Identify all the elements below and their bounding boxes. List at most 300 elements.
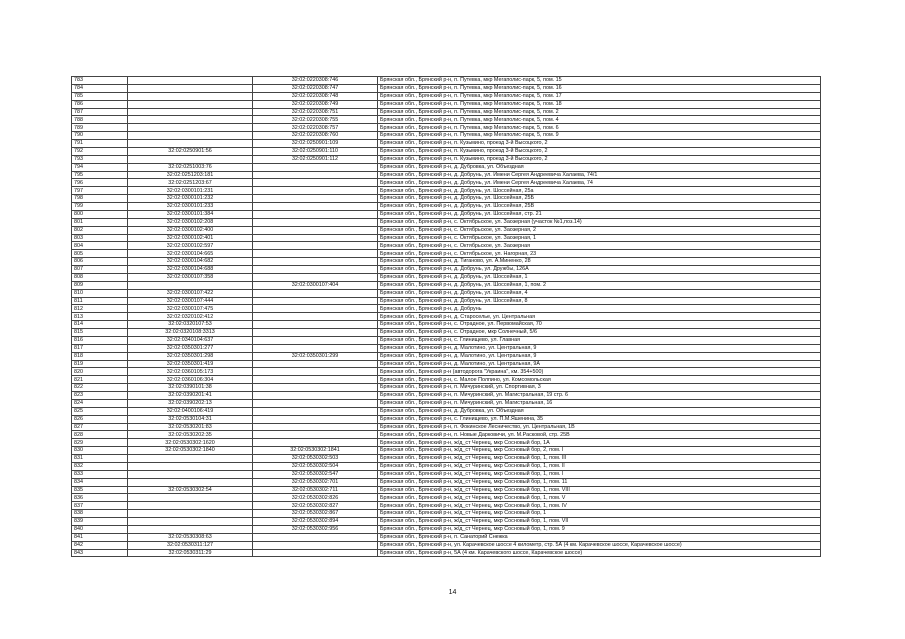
premises-number-cell: [253, 376, 378, 384]
premises-number-cell: [253, 258, 378, 266]
premises-number-cell: [253, 289, 378, 297]
row-number-cell: 811: [72, 297, 128, 305]
premises-number-cell: [253, 203, 378, 211]
premises-number-cell: [253, 266, 378, 274]
table-row: [72, 163, 821, 171]
address-cell: Брянская обл., Брянский р-н, с. Глинищево, ул. Главная: [378, 336, 821, 344]
address-cell: Брянская обл., Брянский р-н, п. Путевка, мкр Мегаполис-парк, 5, пом. 18: [378, 100, 821, 108]
premises-number-cell: [253, 313, 378, 321]
row-number-cell: 832: [72, 462, 128, 470]
row-number-cell: 828: [72, 431, 128, 439]
address-cell: Брянская обл., Брянский р-н, д. Староселье, ул. Центральная: [378, 313, 821, 321]
cadastral-number-cell: 32:02:0300107:358: [128, 273, 253, 281]
address-cell: Брянская обл., Брянский р-н, д. Добрунь: [378, 305, 821, 313]
cadastral-number-cell: [128, 525, 253, 533]
row-number-cell: 791: [72, 140, 128, 148]
premises-number-cell: [253, 407, 378, 415]
cadastral-table: [71, 76, 821, 557]
table-row: [72, 187, 821, 195]
cadastral-number-cell: [128, 462, 253, 470]
address-cell: Брянская обл., Брянский р-н, ж/д_ст Чернец, мкр Сосновый бор, 1, пом. VII: [378, 518, 821, 526]
address-cell: Брянская обл., Брянский р-н, с. Октябрьское, ул. Нагорная, 23: [378, 250, 821, 258]
address-cell: Брянская обл., Брянский р-н, с. Отрадное, ул. Первомайская, 70: [378, 321, 821, 329]
address-cell: Брянская обл., Брянский р-н, с. Октябрьское, ул. Заозерная, 1: [378, 234, 821, 242]
cadastral-number-cell: [128, 155, 253, 163]
row-number-cell: 804: [72, 242, 128, 250]
premises-number-cell: 32:02:0250901:110: [253, 147, 378, 155]
table-row: [72, 289, 821, 297]
table-row: [72, 399, 821, 407]
page-number: 14: [448, 589, 457, 596]
premises-number-cell: [253, 415, 378, 423]
cadastral-number-cell: 32:02:0251203:181: [128, 171, 253, 179]
premises-number-cell: 32:02:0530302:711: [253, 486, 378, 494]
table-row: [72, 415, 821, 423]
row-number-cell: 801: [72, 218, 128, 226]
address-cell: Брянская обл., Брянский р-н, п. Кузьмино, проезд 3-й Высоцкого, 2: [378, 140, 821, 148]
row-number-cell: 831: [72, 455, 128, 463]
address-cell: Брянская обл., Брянский р-н, п. Мичуринский, ул. Магистральная, 19 стр. 6: [378, 392, 821, 400]
address-cell: Брянская обл., Брянский р-н, п. Путевка, мкр Мегаполис-парк, 5, пом. 9: [378, 132, 821, 140]
cadastral-number-cell: [128, 140, 253, 148]
premises-number-cell: [253, 392, 378, 400]
premises-number-cell: 32:02:0530302:867: [253, 510, 378, 518]
address-cell: Брянская обл., Брянский р-н, п. Путевка, мкр Мегаполис-парк, 5, пом. 4: [378, 116, 821, 124]
table-row: [72, 155, 821, 163]
address-cell: Брянская обл., Брянский р-н, 5А (4 км. Карачевского шоссе, Карачевское шоссе): [378, 549, 821, 557]
cadastral-number-cell: 32:02:0530308:63: [128, 533, 253, 541]
premises-number-cell: [253, 329, 378, 337]
premises-number-cell: 32:02:0220308:748: [253, 92, 378, 100]
table-row: [72, 533, 821, 541]
row-number-cell: 795: [72, 171, 128, 179]
premises-number-cell: 32:02:0530302:826: [253, 494, 378, 502]
premises-number-cell: [253, 321, 378, 329]
table-row: [72, 132, 821, 140]
cadastral-number-cell: 32:02:0340104:637: [128, 336, 253, 344]
table-row: [72, 100, 821, 108]
premises-number-cell: [253, 226, 378, 234]
address-cell: Брянская обл., Брянский р-н, д. Добрунь, ул. Шоссейная, 8: [378, 297, 821, 305]
table-row: [72, 210, 821, 218]
cadastral-number-cell: 32:02:0300107:422: [128, 289, 253, 297]
cadastral-number-cell: [128, 108, 253, 116]
table-row: [72, 140, 821, 148]
table-row: [72, 329, 821, 337]
row-number-cell: 838: [72, 510, 128, 518]
table-row: [72, 336, 821, 344]
premises-number-cell: [253, 399, 378, 407]
premises-number-cell: 32:02:0250901:112: [253, 155, 378, 163]
table-row: [72, 171, 821, 179]
address-cell: Брянская обл., Брянский р-н, д. Малотино, ул. Центральная, 9: [378, 344, 821, 352]
cadastral-number-cell: 32:02:0300102:208: [128, 218, 253, 226]
cadastral-number-cell: [128, 455, 253, 463]
row-number-cell: 797: [72, 187, 128, 195]
premises-number-cell: [253, 163, 378, 171]
cadastral-number-cell: 32:02:0320107:53: [128, 321, 253, 329]
row-number-cell: 789: [72, 124, 128, 132]
cadastral-number-cell: [128, 470, 253, 478]
row-number-cell: 787: [72, 108, 128, 116]
table-row: [72, 281, 821, 289]
premises-number-cell: [253, 187, 378, 195]
row-number-cell: 784: [72, 84, 128, 92]
row-number-cell: 833: [72, 470, 128, 478]
cadastral-number-cell: [128, 281, 253, 289]
address-cell: Брянская обл., Брянский р-н, с. Октябрьское, ул. Заозерная: [378, 242, 821, 250]
row-number-cell: 808: [72, 273, 128, 281]
table-row: [72, 234, 821, 242]
cadastral-number-cell: 32:02:0390101:38: [128, 384, 253, 392]
table-row: [72, 455, 821, 463]
table-row: [72, 92, 821, 100]
address-cell: Брянская обл., Брянский р-н, д. Добрунь, ул. Шоссейная, 25Б: [378, 195, 821, 203]
premises-number-cell: [253, 368, 378, 376]
table-row: [72, 541, 821, 549]
premises-number-cell: [253, 171, 378, 179]
address-cell: Брянская обл., Брянский р-н, ж/д_ст Чернец, мкр Сосновый бор, 2, пом. I: [378, 447, 821, 455]
address-cell: Брянская обл., Брянский р-н, п. Мичуринский, ул. Спортивная, 3: [378, 384, 821, 392]
row-number-cell: 837: [72, 502, 128, 510]
table-row: [72, 242, 821, 250]
address-cell: Брянская обл., Брянский р-н, д. Добрунь, ул. Имени Сергея Андреевича Халаева, 74: [378, 179, 821, 187]
row-number-cell: 836: [72, 494, 128, 502]
address-cell: Брянская обл., Брянский р-н, п. Санаторий Снежка: [378, 533, 821, 541]
row-number-cell: 800: [72, 210, 128, 218]
address-cell: Брянская обл., Брянский р-н, д. Добрунь, ул. Дружбы, 126А: [378, 266, 821, 274]
premises-number-cell: 32:02:0220308:749: [253, 100, 378, 108]
cadastral-number-cell: 32:02:0320102:412: [128, 313, 253, 321]
address-cell: Брянская обл., Брянский р-н, п. Новые Дарковичи, ул. М.Расковой, стр. 25В: [378, 431, 821, 439]
table-row: [72, 462, 821, 470]
premises-number-cell: [253, 297, 378, 305]
row-number-cell: 819: [72, 360, 128, 368]
cadastral-number-cell: [128, 132, 253, 140]
premises-number-cell: [253, 336, 378, 344]
row-number-cell: 820: [72, 368, 128, 376]
row-number-cell: 813: [72, 313, 128, 321]
premises-number-cell: [253, 360, 378, 368]
table-row: [72, 376, 821, 384]
cadastral-number-cell: 32:02:0300102:401: [128, 234, 253, 242]
row-number-cell: 829: [72, 439, 128, 447]
address-cell: Брянская обл., Брянский р-н, п. Путевка, мкр Мегаполис-парк, 5, пом. 2: [378, 108, 821, 116]
address-cell: Брянская обл., Брянский р-н, п. Путевка, мкр Мегаполис-парк, 5, пом. 15: [378, 77, 821, 85]
address-cell: Брянская обл., Брянский р-н, п. Путевка, мкр Мегаполис-парк, 5, пом. 6: [378, 124, 821, 132]
row-number-cell: 807: [72, 266, 128, 274]
premises-number-cell: [253, 305, 378, 313]
cadastral-number-cell: 32:02:0300107:475: [128, 305, 253, 313]
premises-number-cell: 32:02:0530302:956: [253, 525, 378, 533]
cadastral-number-cell: 32:02:0530302:1620: [128, 439, 253, 447]
table-row: [72, 518, 821, 526]
table-row: [72, 510, 821, 518]
table-row: [72, 423, 821, 431]
row-number-cell: 812: [72, 305, 128, 313]
row-number-cell: 793: [72, 155, 128, 163]
row-number-cell: 841: [72, 533, 128, 541]
row-number-cell: 816: [72, 336, 128, 344]
row-number-cell: 799: [72, 203, 128, 211]
table-row: [72, 549, 821, 557]
premises-number-cell: [253, 234, 378, 242]
cadastral-number-cell: 32:02:0250901:56: [128, 147, 253, 155]
address-cell: Брянская обл., Брянский р-н, п. Путевка, мкр Мегаполис-парк, 5, пом. 16: [378, 84, 821, 92]
address-cell: Брянская обл., Брянский р-н, п. Путевка, мкр Мегаполис-парк, 5, пом. 17: [378, 92, 821, 100]
cadastral-number-cell: [128, 77, 253, 85]
table-row: [72, 384, 821, 392]
table-row: [72, 392, 821, 400]
row-number-cell: 821: [72, 376, 128, 384]
address-cell: Брянская обл., Брянский р-н, с. Глинищево, ул. П.М.Яшенина, 35: [378, 415, 821, 423]
table-row: [72, 226, 821, 234]
address-cell: Брянская обл., Брянский р-н, ул. Карачевское шоссе 4 километр, стр. 5А (4 км. Карачевское шоссе, Карачевское шоссе): [378, 541, 821, 549]
premises-number-cell: [253, 210, 378, 218]
address-cell: Брянская обл., Брянский р-н, д. Тиганово, ул. А.Миненко, 28: [378, 258, 821, 266]
premises-number-cell: [253, 423, 378, 431]
cadastral-number-cell: 32:02:0300101:232: [128, 195, 253, 203]
table-row: [72, 502, 821, 510]
premises-number-cell: 32:02:0220308:757: [253, 124, 378, 132]
address-cell: Брянская обл., Брянский р-н, д. Дубровка, ул. Объездная: [378, 407, 821, 415]
address-cell: Брянская обл., Брянский р-н, д. Малотино, ул. Центральная, 9А: [378, 360, 821, 368]
table-row: [72, 108, 821, 116]
cadastral-number-cell: 32:02:0300102:400: [128, 226, 253, 234]
address-cell: Брянская обл., Брянский р-н, д. Добрунь, ул. Шоссейная, стр. 21: [378, 210, 821, 218]
premises-number-cell: [253, 439, 378, 447]
address-cell: Брянская обл., Брянский р-н, д. Добрунь, ул. Шоссейная, 1: [378, 273, 821, 281]
cadastral-number-cell: 32:02:0360106:304: [128, 376, 253, 384]
row-number-cell: 794: [72, 163, 128, 171]
premises-number-cell: [253, 533, 378, 541]
premises-number-cell: 32:02:0220308:760: [253, 132, 378, 140]
premises-number-cell: 32:02:0530302:827: [253, 502, 378, 510]
row-number-cell: 798: [72, 195, 128, 203]
row-number-cell: 834: [72, 478, 128, 486]
cadastral-number-cell: 32:02:0530201:83: [128, 423, 253, 431]
cadastral-number-cell: 32:02:0530311:29: [128, 549, 253, 557]
address-cell: Брянская обл., Брянский р-н, д. Дубровка, ул. Объездная: [378, 163, 821, 171]
table-row: [72, 305, 821, 313]
cadastral-number-cell: 32:02:0350301:277: [128, 344, 253, 352]
cadastral-number-cell: 32:02:0300107:444: [128, 297, 253, 305]
table-row: [72, 77, 821, 85]
cadastral-number-cell: 32:02:0400106:419: [128, 407, 253, 415]
table-row: [72, 147, 821, 155]
address-cell: Брянская обл., Брянский р-н, ж/д_ст Чернец, мкр Сосновый бор, 1, пом. I: [378, 470, 821, 478]
premises-number-cell: 32:02:0300107:404: [253, 281, 378, 289]
table-row: [72, 352, 821, 360]
cadastral-number-cell: 32:02:0251203:67: [128, 179, 253, 187]
row-number-cell: 815: [72, 329, 128, 337]
cadastral-number-cell: [128, 84, 253, 92]
address-cell: Брянская обл., Брянский р-н, ж/д_ст Чернец, мкр Сосновый бор, 1: [378, 510, 821, 518]
premises-number-cell: 32:02:0220308:746: [253, 77, 378, 85]
row-number-cell: 826: [72, 415, 128, 423]
cadastral-number-cell: 32:02:0350301:298: [128, 352, 253, 360]
address-cell: Брянская обл., Брянский р-н, ж/д_ст Чернец, мкр Сосновый бор, 1, пом. III: [378, 455, 821, 463]
address-cell: Брянская обл., Брянский р-н, п. Мичуринский, ул. Магистральная, 16: [378, 399, 821, 407]
premises-number-cell: [253, 218, 378, 226]
row-number-cell: 824: [72, 399, 128, 407]
table-row: [72, 218, 821, 226]
cadastral-number-cell: 32:02:0300101:231: [128, 187, 253, 195]
address-cell: Брянская обл., Брянский р-н, с. Малое Полпино, ул. Комсомольская: [378, 376, 821, 384]
table-row: [72, 494, 821, 502]
address-cell: Брянская обл., Брянский р-н, ж/д_ст Чернец, мкр Сосновый бор, 1, пом. II: [378, 462, 821, 470]
premises-number-cell: 32:02:0530302:894: [253, 518, 378, 526]
row-number-cell: 839: [72, 518, 128, 526]
row-number-cell: 802: [72, 226, 128, 234]
address-cell: Брянская обл., Брянский р-н, ж/д_ст Чернец, мкр Сосновый бор, 1А: [378, 439, 821, 447]
row-number-cell: 805: [72, 250, 128, 258]
premises-number-cell: [253, 179, 378, 187]
table-row: [72, 368, 821, 376]
cadastral-number-cell: 32:02:0300101:233: [128, 203, 253, 211]
address-cell: Брянская обл., Брянский р-н, с. Октябрьское, ул. Заозерная, 2: [378, 226, 821, 234]
row-number-cell: 792: [72, 147, 128, 155]
row-number-cell: 827: [72, 423, 128, 431]
row-number-cell: 830: [72, 447, 128, 455]
row-number-cell: 790: [72, 132, 128, 140]
premises-number-cell: [253, 344, 378, 352]
premises-number-cell: [253, 549, 378, 557]
cadastral-number-cell: [128, 116, 253, 124]
premises-number-cell: 32:02:0530302:503: [253, 455, 378, 463]
address-cell: Брянская обл., Брянский р-н, с. Отрадное, мкр Солнечный, 5/6: [378, 329, 821, 337]
premises-number-cell: 32:02:0250901:109: [253, 140, 378, 148]
premises-number-cell: 32:02:0530302:701: [253, 478, 378, 486]
premises-number-cell: 32:02:0220308:747: [253, 84, 378, 92]
table-row: [72, 258, 821, 266]
table-row: [72, 360, 821, 368]
table-row: [72, 478, 821, 486]
premises-number-cell: [253, 250, 378, 258]
table-row: [72, 321, 821, 329]
address-cell: Брянская обл., Брянский р-н, с. Октябрьское, ул. Заозерная (участок №1,поз.14): [378, 218, 821, 226]
premises-number-cell: [253, 195, 378, 203]
cadastral-number-cell: 32:02:0530311:127: [128, 541, 253, 549]
table-row: [72, 439, 821, 447]
row-number-cell: 810: [72, 289, 128, 297]
premises-number-cell: [253, 273, 378, 281]
row-number-cell: 840: [72, 525, 128, 533]
row-number-cell: 843: [72, 549, 128, 557]
address-cell: Брянская обл., Брянский р-н, д. Малотино, ул. Центральная, 9: [378, 352, 821, 360]
premises-number-cell: [253, 431, 378, 439]
row-number-cell: 825: [72, 407, 128, 415]
cadastral-number-cell: [128, 510, 253, 518]
row-number-cell: 785: [72, 92, 128, 100]
address-cell: Брянская обл., Брянский р-н, ж/д_ст Чернец, мкр Сосновый бор, 1, пом. 9: [378, 525, 821, 533]
address-cell: Брянская обл., Брянский р-н, ж/д_ст Чернец, мкр Сосновый бор, 1, пом. IV: [378, 502, 821, 510]
cadastral-number-cell: 32:02:0320108:3313: [128, 329, 253, 337]
premises-number-cell: [253, 242, 378, 250]
row-number-cell: 796: [72, 179, 128, 187]
table-row: [72, 470, 821, 478]
cadastral-number-cell: 32:02:0530302:1840: [128, 447, 253, 455]
premises-number-cell: 32:02:0530302:1841: [253, 447, 378, 455]
premises-number-cell: 32:02:0530302:547: [253, 470, 378, 478]
address-cell: Брянская обл., Брянский р-н, ж/д_ст Чернец, мкр Сосновый бор, 1, пом. VIII: [378, 486, 821, 494]
address-cell: Брянская обл., Брянский р-н, ж/д_ст Чернец, мкр Сосновый бор, 1, пом. 11: [378, 478, 821, 486]
row-number-cell: 835: [72, 486, 128, 494]
cadastral-number-cell: 32:02:0300102:597: [128, 242, 253, 250]
table-row: [72, 431, 821, 439]
cadastral-number-cell: 32:02:0390201:41: [128, 392, 253, 400]
row-number-cell: 823: [72, 392, 128, 400]
row-number-cell: 822: [72, 384, 128, 392]
cadastral-number-cell: 32:02:0530104:31: [128, 415, 253, 423]
table-row: [72, 407, 821, 415]
row-number-cell: 842: [72, 541, 128, 549]
table-row: [72, 525, 821, 533]
cadastral-number-cell: 32:02:0300104:665: [128, 250, 253, 258]
address-cell: Брянская обл., Брянский р-н (автодорога "Украина", км. 354+500): [378, 368, 821, 376]
cadastral-number-cell: 32:02:0530302:54: [128, 486, 253, 494]
table-row: [72, 344, 821, 352]
cadastral-number-cell: 32:02:0390202:13: [128, 399, 253, 407]
cadastral-number-cell: [128, 518, 253, 526]
address-cell: Брянская обл., Брянский р-н, д. Добрунь, ул. Шоссейная, 4: [378, 289, 821, 297]
table-row: [72, 203, 821, 211]
table-row: [72, 273, 821, 281]
row-number-cell: 788: [72, 116, 128, 124]
table-row: [72, 266, 821, 274]
cadastral-number-cell: [128, 124, 253, 132]
premises-number-cell: [253, 541, 378, 549]
address-cell: Брянская обл., Брянский р-н, п. Фокинское Лесничество, ул. Центральная, 1В: [378, 423, 821, 431]
table-row: [72, 250, 821, 258]
cadastral-number-cell: [128, 502, 253, 510]
table-row: [72, 297, 821, 305]
cadastral-number-cell: 32:02:0300101:384: [128, 210, 253, 218]
table-row: [72, 486, 821, 494]
table-row: [72, 124, 821, 132]
row-number-cell: 783: [72, 77, 128, 85]
cadastral-number-cell: 32:02:0300104:688: [128, 266, 253, 274]
premises-number-cell: [253, 384, 378, 392]
cadastral-number-cell: [128, 100, 253, 108]
cadastral-number-cell: 32:02:0530202:35: [128, 431, 253, 439]
premises-number-cell: 32:02:0220308:751: [253, 108, 378, 116]
premises-number-cell: 32:02:0350301:299: [253, 352, 378, 360]
cadastral-number-cell: 32:02:0300104:682: [128, 258, 253, 266]
row-number-cell: 806: [72, 258, 128, 266]
cadastral-number-cell: 32:02:0350301:419: [128, 360, 253, 368]
address-cell: Брянская обл., Брянский р-н, д. Добрунь, ул. Шоссейная, 1, пом. 2: [378, 281, 821, 289]
address-cell: Брянская обл., Брянский р-н, ж/д_ст Чернец, мкр Сосновый бор, 1, пом. V: [378, 494, 821, 502]
premises-number-cell: 32:02:0220308:755: [253, 116, 378, 124]
row-number-cell: 809: [72, 281, 128, 289]
row-number-cell: 818: [72, 352, 128, 360]
table-row: [72, 447, 821, 455]
cadastral-number-cell: 32:02:0251003:76: [128, 163, 253, 171]
address-cell: Брянская обл., Брянский р-н, д. Добрунь, ул. Шоссейная, 25а: [378, 187, 821, 195]
table-row: [72, 195, 821, 203]
row-number-cell: 817: [72, 344, 128, 352]
row-number-cell: 803: [72, 234, 128, 242]
cadastral-number-cell: [128, 478, 253, 486]
table-row: [72, 313, 821, 321]
address-cell: Брянская обл., Брянский р-н, п. Кузьмино, проезд 3-й Высоцкого, 2: [378, 155, 821, 163]
table-row: [72, 116, 821, 124]
address-cell: Брянская обл., Брянский р-н, д. Добрунь, ул. Имени Сергея Андреевича Халаева, 74/1: [378, 171, 821, 179]
table-row: [72, 84, 821, 92]
address-cell: Брянская обл., Брянский р-н, п. Кузьмино, проезд 3-й Высоцкого, 2: [378, 147, 821, 155]
premises-number-cell: 32:02:0530302:504: [253, 462, 378, 470]
